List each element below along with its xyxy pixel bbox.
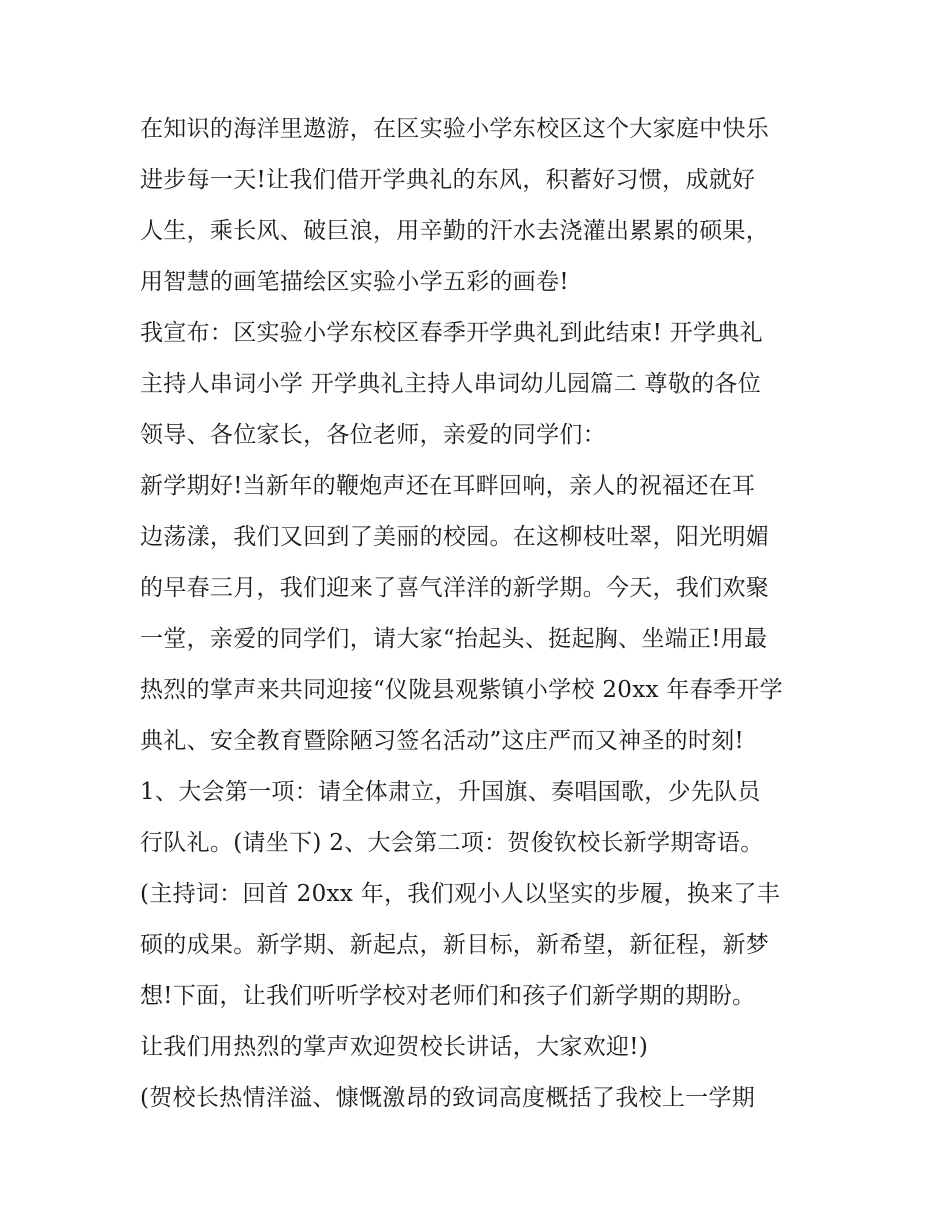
text-line: (贺校长热情洋溢、慷慨激昂的致词高度概括了我校上一学期	[140, 1085, 756, 1111]
text-line: 进步每一天!让我们借开学典礼的东风，积蓄好习惯，成就好	[140, 167, 756, 193]
text-line: 领导、各位家长，各位老师，亲爱的同学们：	[140, 422, 606, 448]
text-line: 行队礼。(请坐下) 2、大会第二项：贺俊钦校长新学期寄语。	[140, 830, 764, 856]
text-line: 典礼、安全教育暨除陋习签名活动”这庄严而又神圣的时刻!	[140, 728, 745, 754]
text-line: 硕的成果。新学期、新起点，新目标，新希望，新征程，新梦	[140, 932, 770, 958]
text-line: 边荡漾，我们又回到了美丽的校园。在这柳枝吐翠，阳光明媚	[140, 524, 770, 550]
text-line: 主持人串词小学 开学典礼主持人串词幼儿园篇二 尊敬的各位	[140, 371, 762, 397]
text-line: 热烈的掌声来共同迎接“仪陇县观紫镇小学校 20xx 年春季开学	[140, 677, 783, 703]
text-line: 在知识的海洋里遨游，在区实验小学东校区这个大家庭中快乐	[140, 116, 770, 142]
text-line: 一堂，亲爱的同学们，请大家“抬起头、挺起胸、坐端正!用最	[140, 626, 768, 652]
text-line: 我宣布：区实验小学东校区春季开学典礼到此结束! 开学典礼	[140, 320, 763, 346]
text-line: (主持词：回首 20xx 年，我们观小人以坚实的步履，换来了丰	[140, 881, 781, 907]
text-line: 的早春三月，我们迎来了喜气洋洋的新学期。今天，我们欢聚	[140, 575, 770, 601]
text-line: 让我们用热烈的掌声欢迎贺校长讲话，大家欢迎!)	[140, 1034, 649, 1060]
text-line: 1、大会第一项：请全体肃立，升国旗、奏唱国歌，少先队员	[140, 779, 761, 805]
text-line: 新学期好!当新年的鞭炮声还在耳畔回响，亲人的祝福还在耳	[140, 473, 756, 499]
text-line: 人生，乘长风、破巨浪，用辛勤的汗水去浇灌出累累的硕果，	[140, 218, 770, 244]
text-line: 用智慧的画笔描绘区实验小学五彩的画卷!	[140, 269, 569, 295]
document-body	[140, 104, 830, 1124]
text-line: 想!下面，让我们听听学校对老师们和孩子们新学期的期盼。	[140, 983, 756, 1009]
